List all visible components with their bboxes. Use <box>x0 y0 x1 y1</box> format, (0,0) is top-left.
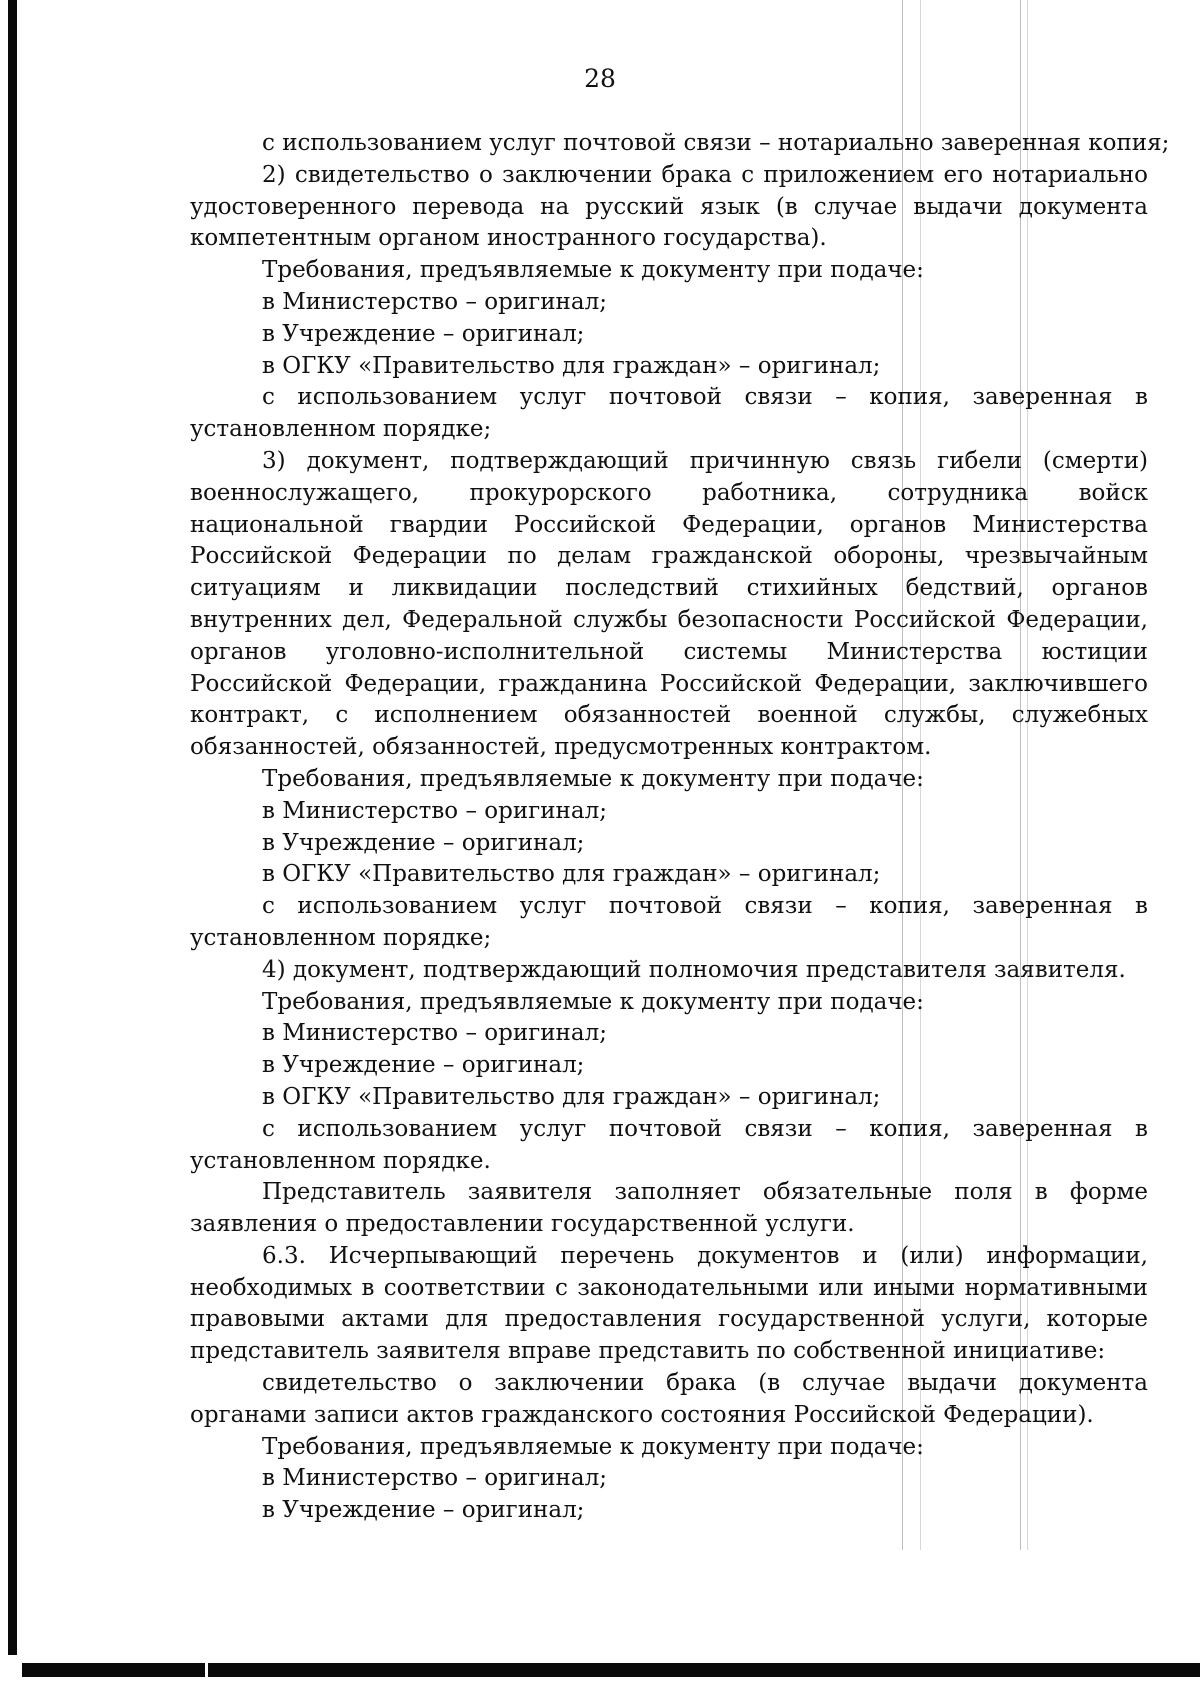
paragraph: в Учреждение – оригинал; <box>262 1497 585 1524</box>
paragraph: Требования, предъявляемые к документу при подаче: <box>262 1433 924 1460</box>
paragraph: Требования, предъявляемые к документу при подаче: <box>262 257 924 284</box>
paragraph: в Учреждение – оригинал; <box>262 320 585 347</box>
paragraph: 3) документ, подтверждающий причинную связь гибели (смерти) военнослужащего, прокурорского работника, сотрудника войск национальной гвардии Российской Федерации, органов Министерства Российской Федерации по делам гражданской обороны, чрезвычайным ситуациям и ликвидации последствий стихийных бедствий, органов внутренних дел, Федеральной службы безопасности Российской Федерации, органов уголовно-исполнительной системы Министерства юстиции Российской Федерации, гражданина Российской Федерации, заключившего контракт, с исполнением обязанностей военной службы, служебных обязанностей, обязанностей, предусмотренных контрактом. <box>190 447 1148 761</box>
paragraph: в Министерство – оригинал; <box>262 1465 607 1492</box>
paragraph: в Министерство – оригинал; <box>262 797 607 824</box>
document-body <box>190 128 1170 1527</box>
paragraph: Требования, предъявляемые к документу при подаче: <box>262 988 924 1015</box>
paragraph: 6.3. Исчерпывающий перечень документов и (или) информации, необходимых в соответствии с законодательными или иными нормативными правовыми актами для предоставления государственной услуги, которые представитель заявителя вправе представить по собственной инициативе: <box>190 1242 1148 1365</box>
paragraph: 4) документ, подтверждающий полномочия представителя заявителя. <box>262 956 1126 983</box>
paragraph: Представитель заявителя заполняет обязательные поля в форме заявления о предоставлении государственной услуги. <box>190 1179 1148 1238</box>
paragraph: с использованием услуг почтовой связи – нотариально заверенная копия; <box>262 130 1170 156</box>
paragraph: в ОГКУ «Правительство для граждан» – оригинал; <box>262 1083 881 1110</box>
paragraph: в ОГКУ «Правительство для граждан» – оригинал; <box>262 352 881 379</box>
paragraph: в Учреждение – оригинал; <box>262 829 585 856</box>
scan-left-border <box>8 0 17 1655</box>
paragraph: 2) свидетельство о заключении брака с приложением его нотариально удостоверенного перевода на русский язык (в случае выдачи документа компетентным органом иностранного государства). <box>190 161 1148 252</box>
paragraph: свидетельство о заключении брака (в случае выдачи документа органами записи актов гражданского состояния Российской Федерации). <box>190 1370 1148 1428</box>
paragraph: с использованием услуг почтовой связи – копия, заверенная в установленном порядке. <box>190 1115 1148 1174</box>
paragraph: в Учреждение – оригинал; <box>262 1052 585 1079</box>
paragraph: в ОГКУ «Правительство для граждан» – оригинал; <box>262 861 881 888</box>
paragraph: с использованием услуг почтовой связи – копия, заверенная в установленном порядке; <box>190 384 1148 443</box>
paragraph: в Министерство – оригинал; <box>262 288 607 315</box>
page-number: 28 <box>584 64 616 93</box>
scan-bottom-border <box>22 1663 1200 1677</box>
paragraph: с использованием услуг почтовой связи – копия, заверенная в установленном порядке; <box>190 893 1148 951</box>
paragraph: Требования, предъявляемые к документу при подаче: <box>262 765 924 792</box>
paragraph: в Министерство – оригинал; <box>262 1020 607 1047</box>
